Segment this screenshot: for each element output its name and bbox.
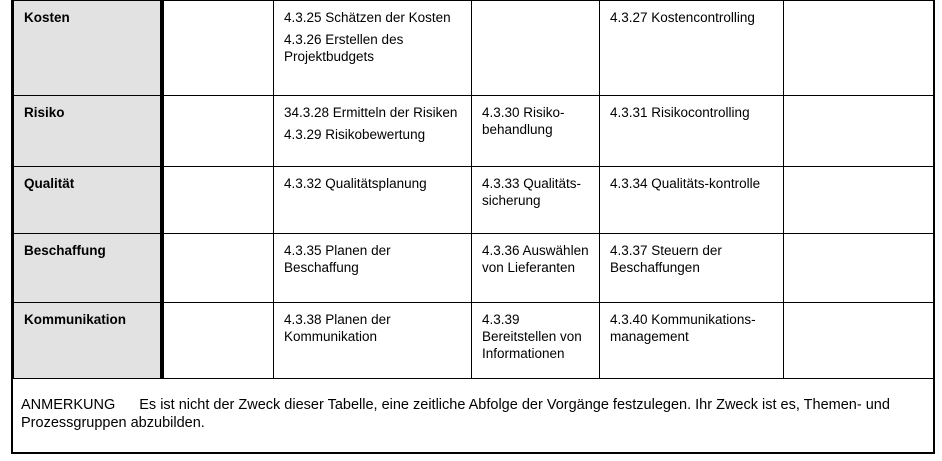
process-cell bbox=[600, 234, 784, 303]
process-entry: 4.3.27 Kostencontrolling bbox=[610, 10, 755, 25]
knowledge-area-cell bbox=[14, 96, 162, 167]
process-cell bbox=[162, 1, 274, 96]
process-cell bbox=[784, 234, 934, 303]
process-entry: 4.3.34 Qualitäts-kontrolle bbox=[610, 176, 761, 191]
process-cell bbox=[784, 303, 934, 379]
process-cell bbox=[472, 96, 600, 167]
process-cell bbox=[274, 167, 472, 234]
knowledge-area-label: Kosten bbox=[24, 10, 70, 25]
note-text: Es ist nicht der Zweck dieser Tabelle, eine zeitliche Abfolge der Vorgänge festzulegen. Ihr Zweck ist es, Themen- und Prozessgruppen abzubilden. bbox=[21, 397, 890, 431]
process-entry: 4.3.40 Kommunikations-management bbox=[610, 312, 756, 344]
table-row bbox=[14, 303, 934, 379]
table-row bbox=[14, 1, 934, 96]
process-cell bbox=[274, 1, 472, 96]
process-cell bbox=[600, 1, 784, 96]
knowledge-area-cell bbox=[14, 303, 162, 379]
process-entry: 4.3.35 Planen der Beschaffung bbox=[284, 243, 391, 275]
process-cell bbox=[784, 96, 934, 167]
process-cell bbox=[274, 96, 472, 167]
process-cell bbox=[472, 234, 600, 303]
process-cell bbox=[162, 234, 274, 303]
process-cell bbox=[472, 167, 600, 234]
process-cell bbox=[784, 1, 934, 96]
process-cell bbox=[600, 96, 784, 167]
process-cell bbox=[472, 1, 600, 96]
process-entry: 4.3.31 Risikocontrolling bbox=[610, 105, 750, 120]
table-row bbox=[14, 234, 934, 303]
knowledge-area-label: Beschaffung bbox=[24, 243, 106, 258]
process-cell bbox=[600, 303, 784, 379]
process-entry: 34.3.28 Ermitteln der Risiken bbox=[284, 105, 458, 120]
note-label: ANMERKUNG bbox=[21, 397, 116, 413]
knowledge-area-cell bbox=[14, 234, 162, 303]
table-row bbox=[14, 96, 934, 167]
knowledge-area-cell bbox=[14, 1, 162, 96]
process-cell bbox=[472, 303, 600, 379]
table-note bbox=[21, 396, 926, 432]
process-entry: 4.3.36 Auswählen von Lieferanten bbox=[482, 243, 589, 275]
process-cell bbox=[162, 96, 274, 167]
process-entry: 4.3.37 Steuern der Beschaffungen bbox=[610, 243, 722, 275]
process-entry: 4.3.26 Erstellen des Projektbudgets bbox=[284, 32, 404, 64]
process-entry: 4.3.25 Schätzen der Kosten bbox=[284, 10, 451, 25]
process-cell bbox=[162, 303, 274, 379]
process-cell bbox=[162, 167, 274, 234]
process-entry: 4.3.32 Qualitätsplanung bbox=[284, 176, 427, 191]
knowledge-area-cell bbox=[14, 167, 162, 234]
process-entry: 4.3.33 Qualitäts-sicherung bbox=[482, 176, 582, 208]
process-cell bbox=[600, 167, 784, 234]
process-entry: 4.3.39 Bereitstellen von Informationen bbox=[482, 312, 582, 361]
process-cell bbox=[784, 167, 934, 234]
knowledge-area-label: Risiko bbox=[24, 105, 65, 120]
process-cell bbox=[274, 234, 472, 303]
process-entry: 4.3.38 Planen der Kommunikation bbox=[284, 312, 391, 344]
process-entry: 4.3.30 Risiko-behandlung bbox=[482, 105, 565, 137]
document-page bbox=[11, 0, 935, 454]
process-table bbox=[13, 0, 934, 379]
knowledge-area-label: Qualität bbox=[24, 176, 75, 191]
process-entry: 4.3.29 Risikobewertung bbox=[284, 127, 426, 142]
process-cell bbox=[274, 303, 472, 379]
knowledge-area-label: Kommunikation bbox=[24, 312, 127, 327]
table-row bbox=[14, 167, 934, 234]
